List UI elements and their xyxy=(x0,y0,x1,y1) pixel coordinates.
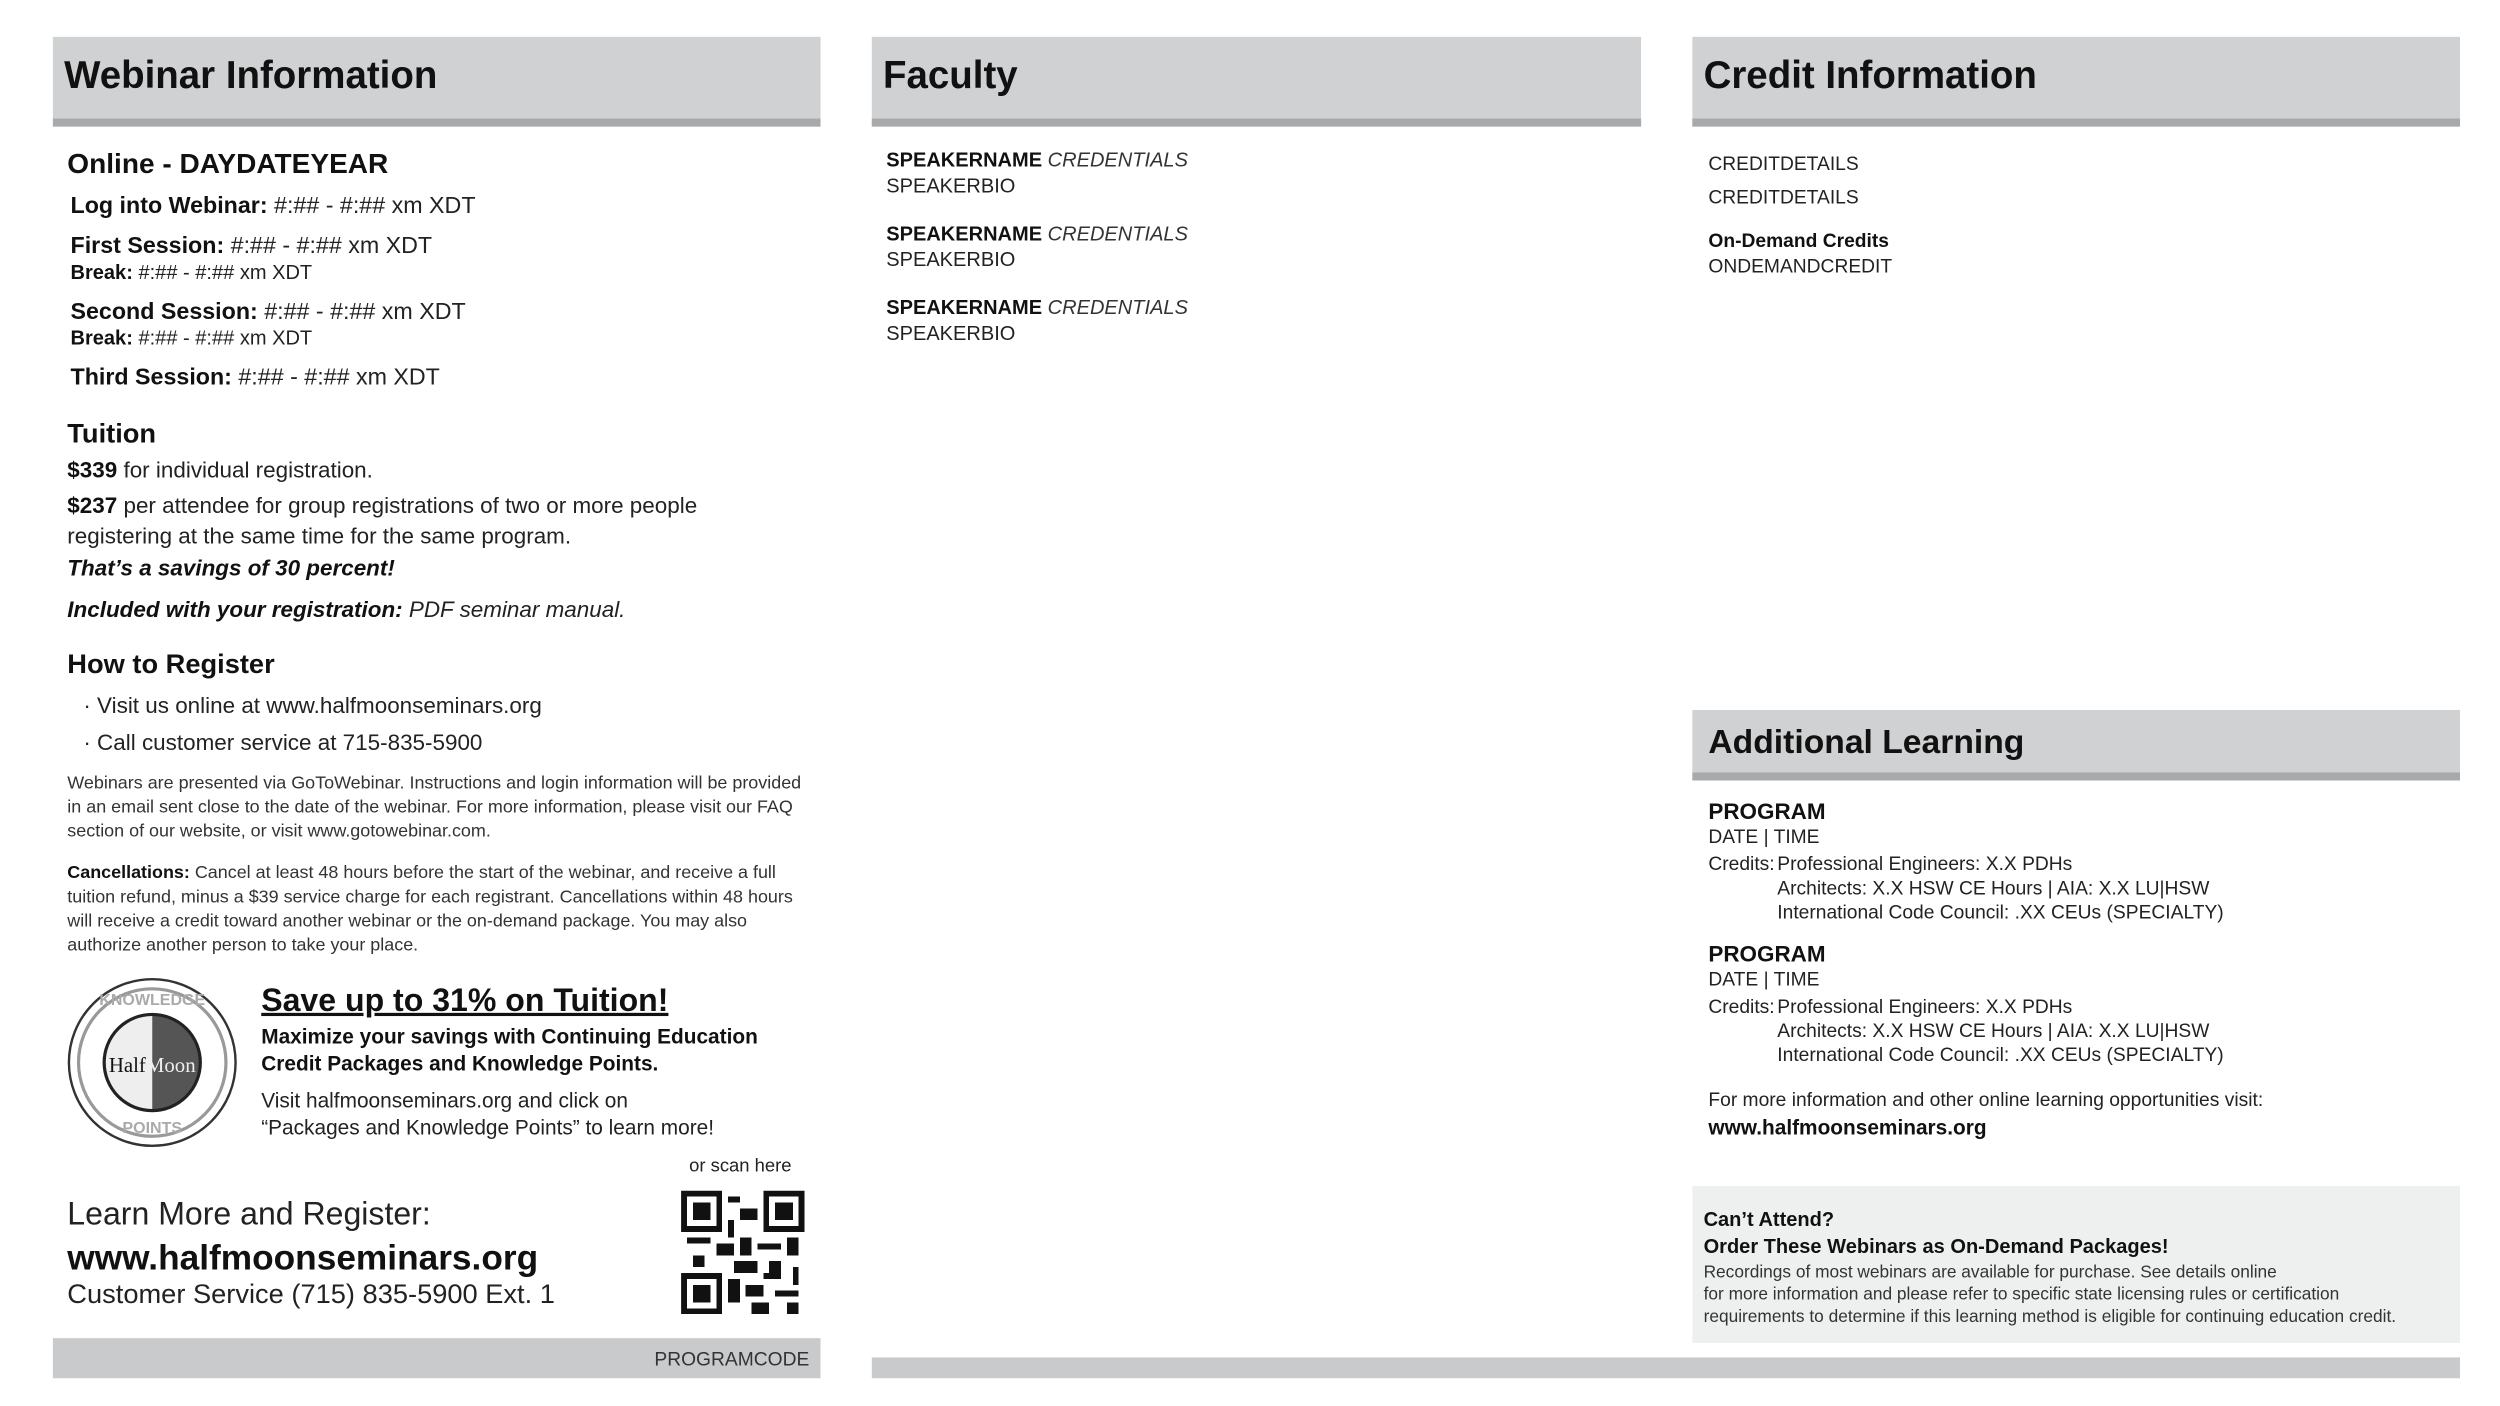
credit-details xyxy=(1708,147,1892,278)
program-code-bar xyxy=(53,1338,821,1378)
credit-line: Professional Engineers: X.X PDHs xyxy=(1777,995,2073,1018)
included-label: Included with your registration: xyxy=(67,596,403,622)
schedule-value: #:## - #:## xm XDT xyxy=(230,233,433,260)
date-line: Online - DAYDATEYEAR xyxy=(67,147,389,180)
tuition-body xyxy=(67,455,772,625)
schedule-label: Log into Webinar: xyxy=(70,193,268,220)
schedule-value: #:## - #:## xm XDT xyxy=(138,326,313,350)
credits-label: Credits: xyxy=(1708,995,1775,1018)
credit-info-header xyxy=(1692,37,2460,127)
schedule-value: #:## - #:## xm XDT xyxy=(274,193,476,220)
svg-text:POINTS: POINTS xyxy=(122,1119,183,1138)
svg-text:HalfMoon: HalfMoon xyxy=(108,1053,196,1078)
credit-line: Architects: X.X HSW CE Hours | AIA: X.X LU|HSW xyxy=(1777,1019,2210,1042)
cant-attend-box xyxy=(1692,1186,2460,1343)
speaker-name: SPEAKERNAME xyxy=(886,149,1043,172)
schedule-value: #:## - #:## xm XDT xyxy=(238,365,440,392)
register-item-text: Call customer service at 715-835-5900 xyxy=(97,729,483,755)
ondemand-value: ONDEMANDCREDIT xyxy=(1708,254,1893,278)
additional-programs xyxy=(1708,798,2263,1139)
webinar-info-header xyxy=(53,37,821,127)
program-datetime: DATE | TIME xyxy=(1708,967,1820,991)
schedule-label: First Session: xyxy=(70,233,225,260)
website-link[interactable]: www.halfmoonseminars.org xyxy=(67,1237,539,1278)
save-title: Save up to 31% on Tuition! xyxy=(261,983,669,1020)
section-title: Additional Learning xyxy=(1708,724,2025,762)
tuition-heading: Tuition xyxy=(67,418,157,449)
speaker-credentials: CREDENTIALS xyxy=(1047,296,1188,319)
cant-attend-title: Can’t Attend? xyxy=(1703,1208,1835,1231)
save-visit-line: Visit halfmoonseminars.org and click on xyxy=(261,1088,628,1113)
credit-line: International Code Council: .XX CEUs (SPECIALTY) xyxy=(1777,1043,2224,1066)
register-heading: How to Register xyxy=(67,649,275,680)
register-item: · Visit us online at www.halfmoonseminars.org xyxy=(83,692,542,718)
schedule-value: #:## - #:## xm XDT xyxy=(138,261,313,284)
cant-attend-line: for more information and please refer to specific state licensing rules or certification xyxy=(1703,1285,2340,1305)
speaker xyxy=(886,149,1188,223)
credit-line: Architects: X.X HSW CE Hours | AIA: X.X LU|HSW xyxy=(1777,876,2210,900)
register-item-text: Visit us online at www.halfmoonseminars.org xyxy=(97,692,542,718)
save-visit-line: “Packages and Knowledge Points” to learn more! xyxy=(261,1115,715,1140)
schedule-label: Third Session: xyxy=(70,365,232,392)
schedule-label: Second Session: xyxy=(70,299,258,326)
svg-text:KNOWLEDGE: KNOWLEDGE xyxy=(99,990,206,1009)
cant-attend-subtitle: Order These Webinars as On-Demand Packages! xyxy=(1703,1235,2169,1259)
program-item xyxy=(1708,941,2263,1084)
price-text: per attendee for group registrations of two or more people registering at the same time for the same program. xyxy=(67,491,698,549)
knowledge-points-logo xyxy=(66,976,239,1149)
ondemand-label: On-Demand Credits xyxy=(1708,229,1889,252)
credit-detail: CREDITDETAILS xyxy=(1708,152,1859,175)
program-name: PROGRAM xyxy=(1708,940,1826,967)
faculty-list xyxy=(886,149,1188,370)
learn-more-label: Learn More and Register: xyxy=(67,1197,431,1233)
speaker-credentials: CREDENTIALS xyxy=(1047,149,1188,172)
credit-line: International Code Council: .XX CEUs (SPECIALTY) xyxy=(1777,900,2224,924)
section-title: Faculty xyxy=(883,54,1018,98)
speaker xyxy=(886,296,1188,370)
qr-code[interactable] xyxy=(681,1191,804,1314)
speaker-name: SPEAKERNAME xyxy=(886,296,1043,319)
credit-detail: CREDITDETAILS xyxy=(1708,185,1859,209)
program-name: PROGRAM xyxy=(1708,798,1826,824)
included-value: PDF seminar manual. xyxy=(402,596,626,622)
additional-learning-header xyxy=(1692,710,2460,781)
program-code: PROGRAMCODE xyxy=(654,1347,810,1371)
schedule-label: Break: xyxy=(70,261,133,284)
cancellation-policy xyxy=(67,862,807,958)
speaker xyxy=(886,223,1188,297)
individual-price: $339 xyxy=(67,456,118,483)
speaker-bio: SPEAKERBIO xyxy=(886,174,1016,198)
more-info: For more information and other online learning opportunities visit: xyxy=(1708,1088,2264,1111)
section-title: Webinar Information xyxy=(64,54,438,98)
cancel-text: Cancel at least 48 hours before the start of the webinar, and receive a full tuition refund, minus a $39 service charge for each registrant. Cancellations within 48 hours will receive a credit toward another webinar or the on-demand package. You may also authorize another person to take your place. xyxy=(67,863,793,956)
speaker-bio: SPEAKERBIO xyxy=(886,322,1016,345)
faculty-header xyxy=(872,37,1641,127)
schedule-value: #:## - #:## xm XDT xyxy=(264,299,466,326)
program-datetime: DATE | TIME xyxy=(1708,825,1820,848)
group-price: $237 xyxy=(67,491,118,518)
register-list xyxy=(83,688,542,762)
footer-bar xyxy=(872,1357,2460,1378)
cant-attend-line: Recordings of most webinars are available for purchase. See details online xyxy=(1703,1262,2277,1283)
speaker-credentials: CREDENTIALS xyxy=(1047,222,1188,246)
scan-label: or scan here xyxy=(689,1157,792,1177)
speaker-bio: SPEAKERBIO xyxy=(886,248,1016,271)
credits-label: Credits: xyxy=(1708,852,1775,876)
section-title: Credit Information xyxy=(1703,54,2037,98)
price-text: for individual registration. xyxy=(117,456,373,483)
save-visit xyxy=(261,1087,714,1141)
website-link[interactable]: www.halfmoonseminars.org xyxy=(1708,1115,1987,1140)
customer-service: Customer Service (715) 835-5900 Ext. 1 xyxy=(67,1278,555,1310)
program-item xyxy=(1708,798,2263,941)
save-subtitle: Maximize your savings with Continuing Education Credit Packages and Knowledge Points. xyxy=(261,1024,758,1076)
savings-note: That’s a savings of 30 percent! xyxy=(67,554,395,581)
speaker-name: SPEAKERNAME xyxy=(886,222,1043,246)
register-item: · Call customer service at 715-835-5900 xyxy=(83,729,483,755)
schedule-label: Break: xyxy=(70,326,133,350)
cancel-label: Cancellations: xyxy=(67,863,190,884)
credit-line: Professional Engineers: X.X PDHs xyxy=(1777,852,2073,876)
gotowebinar-note: Webinars are presented via GoToWebinar. Instructions and login information will be provided in an email sent close to the date of the webinar. For more information, please visit our FAQ section of our website, or visit www.gotowebinar.com. xyxy=(67,774,802,842)
cant-attend-line: requirements to determine if this learning method is eligible for continuing education credit. xyxy=(1703,1307,2397,1327)
